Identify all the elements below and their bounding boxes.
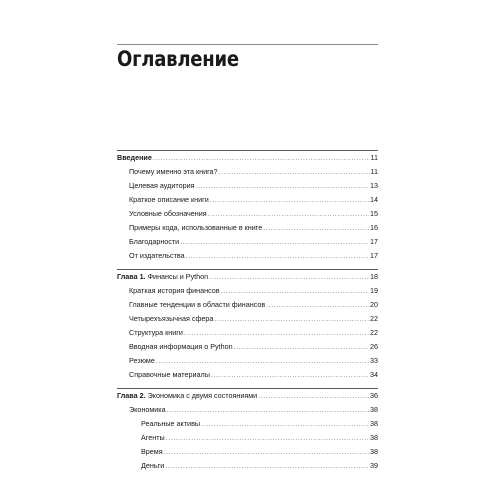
dot-leader xyxy=(209,271,369,285)
toc-entry[interactable] xyxy=(117,403,378,417)
toc-entry[interactable] xyxy=(117,445,378,459)
top-rule xyxy=(117,44,378,45)
dot-leader xyxy=(186,250,369,264)
toc-page-number: 38 xyxy=(370,447,378,456)
dot-leader xyxy=(211,369,369,383)
toc-page-number: 19 xyxy=(370,286,378,295)
toc-page-number: 38 xyxy=(370,433,378,442)
toc-entry[interactable] xyxy=(117,389,378,403)
dot-leader xyxy=(167,404,369,418)
toc-entry[interactable] xyxy=(117,207,378,221)
toc-entry[interactable] xyxy=(117,431,378,445)
toc-entry-label xyxy=(129,179,194,193)
toc-entry[interactable] xyxy=(117,459,378,473)
dot-leader xyxy=(153,152,370,166)
dot-leader xyxy=(214,313,369,327)
toc-entry[interactable] xyxy=(117,417,378,431)
dot-leader xyxy=(219,166,370,180)
toc-entry[interactable] xyxy=(117,284,378,298)
toc-entry-text: Время xyxy=(141,447,163,456)
toc-entry[interactable] xyxy=(117,151,378,165)
toc-page-number: 38 xyxy=(370,419,378,428)
toc-entry-text: Деньги xyxy=(141,461,165,470)
toc-entry-text: Четырехъязычная сфера xyxy=(129,314,214,323)
dot-leader xyxy=(266,299,369,313)
toc-entry-text: Реальные активы xyxy=(141,419,201,428)
toc-entry-text: Справочные материалы xyxy=(129,370,210,379)
toc-entry[interactable] xyxy=(117,270,378,284)
toc-entry-text: Почему именно эта книга? xyxy=(129,167,218,176)
toc-entry[interactable] xyxy=(117,221,378,235)
toc-entry-text: Главные тенденции в области финансов xyxy=(129,300,266,309)
toc-entry-text: Введение xyxy=(117,153,152,162)
toc-entry-label xyxy=(129,354,155,368)
toc-entry-label xyxy=(129,284,220,298)
toc-entry[interactable] xyxy=(117,179,378,193)
toc-entry-label xyxy=(129,340,233,354)
toc-page-number: 11 xyxy=(370,153,378,162)
toc-page-number: 22 xyxy=(370,314,378,323)
toc-entry-label xyxy=(129,235,179,249)
toc-entry-text: Структура книги xyxy=(129,328,183,337)
dot-leader xyxy=(164,446,369,460)
toc-entry-label xyxy=(129,326,183,340)
toc-entry-label xyxy=(129,249,185,263)
toc-page-number: 39 xyxy=(370,461,378,470)
toc-entry-label xyxy=(129,221,262,235)
toc-page-number: 13 xyxy=(370,181,378,190)
toc-entry-text: Экономика xyxy=(129,405,166,414)
toc-page-number: 34 xyxy=(370,370,378,379)
dot-leader xyxy=(258,390,369,404)
dot-leader xyxy=(180,236,369,250)
toc-entry[interactable] xyxy=(117,193,378,207)
toc-entry-label xyxy=(117,389,257,403)
toc-page-number: 17 xyxy=(370,237,378,246)
toc-page-number: 22 xyxy=(370,328,378,337)
toc-entry[interactable] xyxy=(117,165,378,179)
dot-leader xyxy=(234,341,369,355)
toc-page-number: 17 xyxy=(370,251,378,260)
toc-entry-label xyxy=(141,431,165,445)
toc-entry-label xyxy=(141,459,164,473)
toc-entry-label xyxy=(141,445,163,459)
dot-leader xyxy=(184,327,369,341)
toc-entry[interactable] xyxy=(117,249,378,263)
toc-entry-text: Агенты xyxy=(141,433,165,442)
toc-entry-text: Целевая аудитория xyxy=(129,181,195,190)
toc-entry[interactable] xyxy=(117,326,378,340)
toc-entry-label xyxy=(129,298,265,312)
chapter-number: Глава 2. xyxy=(117,391,146,400)
toc-entry-text: Примеры кода, использованные в книге xyxy=(129,223,263,232)
dot-leader xyxy=(208,208,369,222)
toc-entry-label xyxy=(129,165,218,179)
dot-leader xyxy=(263,222,369,236)
toc-entry-label xyxy=(129,403,166,417)
toc-page-number: 16 xyxy=(370,223,378,232)
toc-page-number: 26 xyxy=(370,342,378,351)
toc-entry-label xyxy=(129,193,209,207)
dot-leader xyxy=(195,180,369,194)
dot-leader xyxy=(201,418,369,432)
table-of-contents xyxy=(117,150,378,473)
page-title: Оглавление xyxy=(117,47,239,71)
dot-leader xyxy=(165,460,369,474)
toc-page-number: 18 xyxy=(370,272,378,281)
toc-entry-label xyxy=(129,312,213,326)
toc-entry-text: Благодарности xyxy=(129,237,180,246)
toc-page-number: 36 xyxy=(370,391,378,400)
toc-page-number: 38 xyxy=(370,405,378,414)
toc-entry-text: Резюме xyxy=(129,356,155,365)
toc-entry[interactable] xyxy=(117,340,378,354)
chapter-number: Глава 1. xyxy=(117,272,146,281)
toc-entry[interactable] xyxy=(117,354,378,368)
toc-page-number: 11 xyxy=(370,167,378,176)
toc-entry[interactable] xyxy=(117,368,378,382)
toc-page-number: 14 xyxy=(370,195,378,204)
dot-leader xyxy=(221,285,369,299)
dot-leader xyxy=(166,432,369,446)
toc-entry-text: Краткое описание книги xyxy=(129,195,209,204)
toc-entry-text: Краткая история финансов xyxy=(129,286,220,295)
toc-entry-text: Условные обозначения xyxy=(129,209,207,218)
dot-leader xyxy=(156,355,369,369)
toc-entry-text: От издательства xyxy=(129,251,185,260)
toc-entry-label xyxy=(117,151,152,165)
toc-page-number: 33 xyxy=(370,356,378,365)
toc-page-number: 15 xyxy=(370,209,378,218)
toc-entry[interactable] xyxy=(117,298,378,312)
toc-entry-label xyxy=(117,270,208,284)
toc-entry-label xyxy=(129,207,207,221)
toc-entry-text: Вводная информация о Python xyxy=(129,342,233,351)
dot-leader xyxy=(210,194,369,208)
toc-entry-label xyxy=(129,368,210,382)
toc-entry[interactable] xyxy=(117,312,378,326)
toc-page-number: 20 xyxy=(370,300,378,309)
toc-entry[interactable] xyxy=(117,235,378,249)
toc-entry-label xyxy=(141,417,200,431)
toc-entry-text: Финансы и Python xyxy=(147,272,209,281)
toc-entry-text: Экономика с двумя состояниями xyxy=(147,391,258,400)
